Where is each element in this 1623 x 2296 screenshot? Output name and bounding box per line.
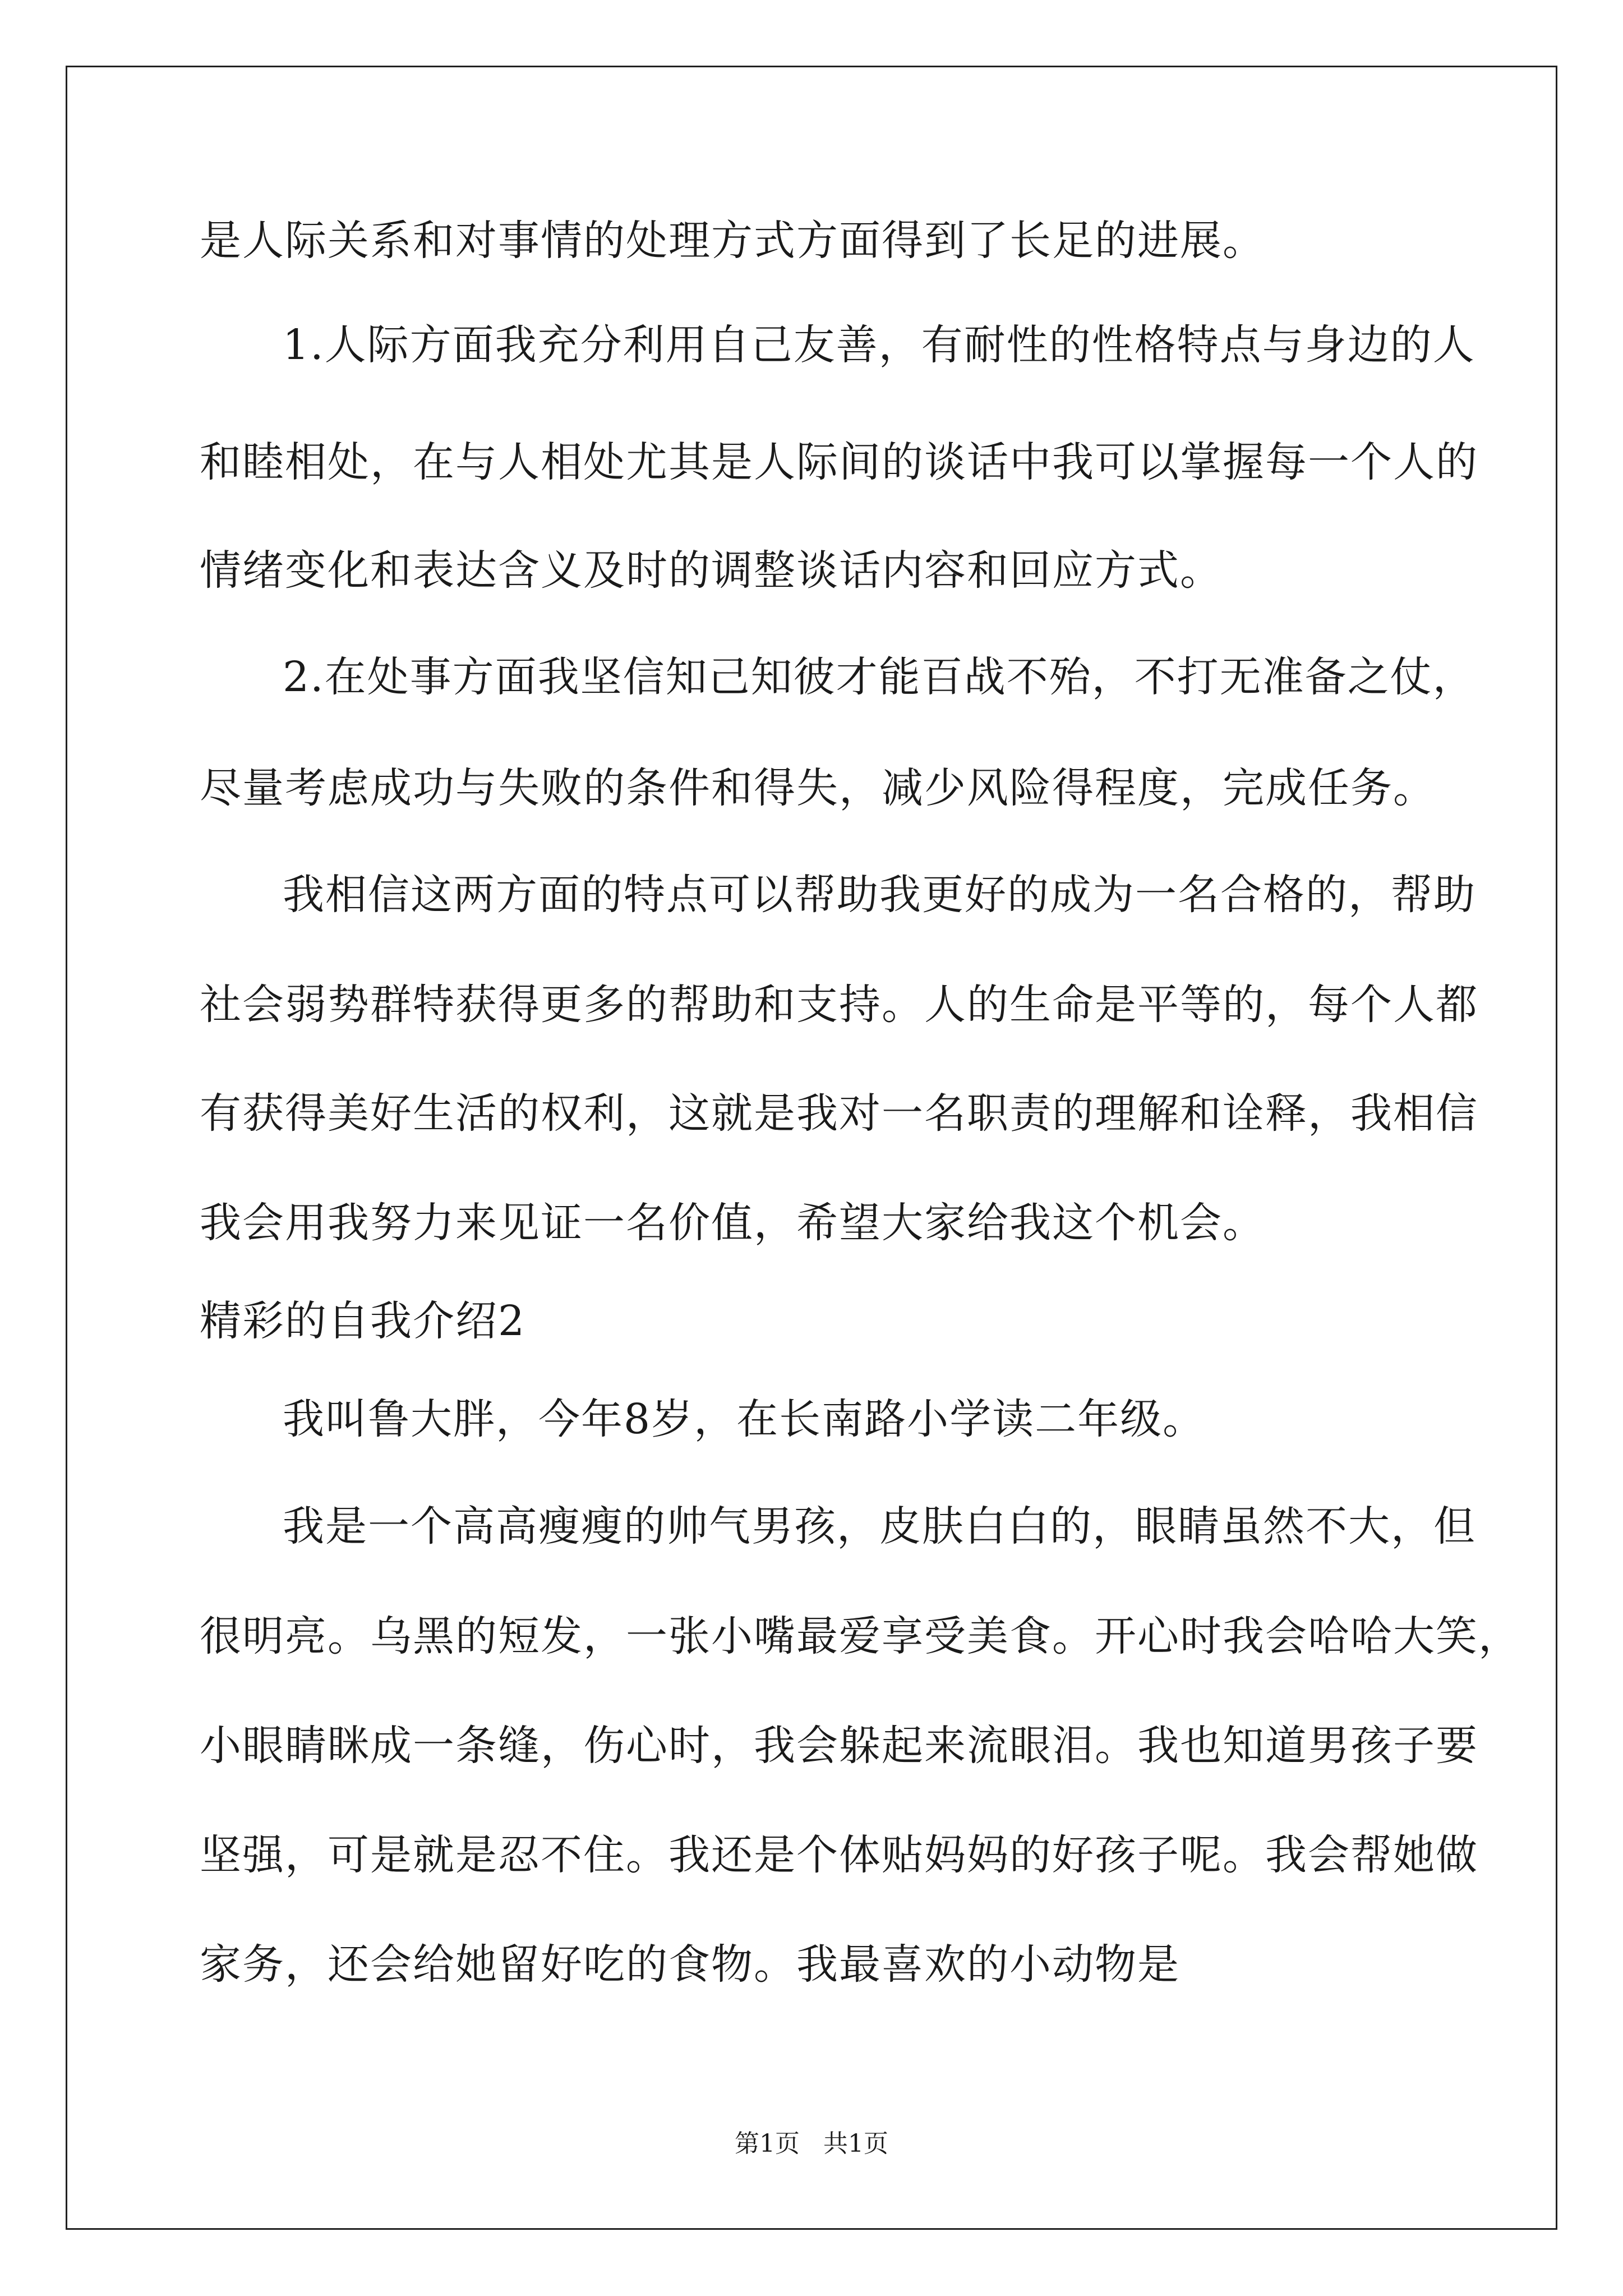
text-line: 和睦相处，在与人相处尤其是人际间的谈话中我可以掌握每一个人的: [200, 438, 1478, 486]
section-heading: 精彩的自我介绍2: [200, 1297, 526, 1345]
text-line: 小眼睛眯成一条缝，伤心时，我会躲起来流眼泪。我也知道男孩子要: [200, 1722, 1478, 1770]
text-line: 是人际关系和对事情的处理方式方面得到了长足的进展。: [200, 217, 1265, 265]
text-line: 尽量考虑成功与失败的条件和得失，减少风险得程度，完成任务。: [200, 764, 1436, 812]
text-line: 有获得美好生活的权利，这就是我对一名职责的理解和诠释，我相信: [200, 1089, 1478, 1138]
text-line: 坚强，可是就是忍不住。我还是个体贴妈妈的好孩子呢。我会帮她做: [200, 1831, 1478, 1879]
text-line: 我是一个高高瘦瘦的帅气男孩，皮肤白白的，眼睛虽然不大，但: [283, 1502, 1476, 1550]
text-line: 很明亮。乌黑的短发，一张小嘴最爱享受美食。开心时我会哈哈大笑，: [200, 1612, 1521, 1660]
page-border: [66, 66, 1557, 2230]
text-line: 我叫鲁大胖，今年8岁，在长南路小学读二年级。: [283, 1395, 1206, 1443]
text-line: 家务，还会给她留好吃的食物。我最喜欢的小动物是: [200, 1940, 1180, 1989]
text-line: 我会用我努力来见证一名价值，希望大家给我这个机会。: [200, 1199, 1265, 1247]
text-line: 我相信这两方面的特点可以帮助我更好的成为一名合格的，帮助: [283, 871, 1476, 919]
text-line: 2.在处事方面我坚信知己知彼才能百战不殆，不打无准备之仗，: [283, 653, 1476, 701]
text-line: 情绪变化和表达含义及时的调整谈话内容和回应方式。: [200, 546, 1223, 595]
page-footer: [0, 2129, 1623, 2158]
text-line: 社会弱势群特获得更多的帮助和支持。人的生命是平等的，每个人都: [200, 981, 1478, 1029]
page-total: 共1页: [823, 2129, 888, 2158]
page-number: 第1页: [735, 2129, 800, 2158]
text-line: 1.人际方面我充分利用自己友善，有耐性的性格特点与身边的人: [283, 321, 1476, 369]
